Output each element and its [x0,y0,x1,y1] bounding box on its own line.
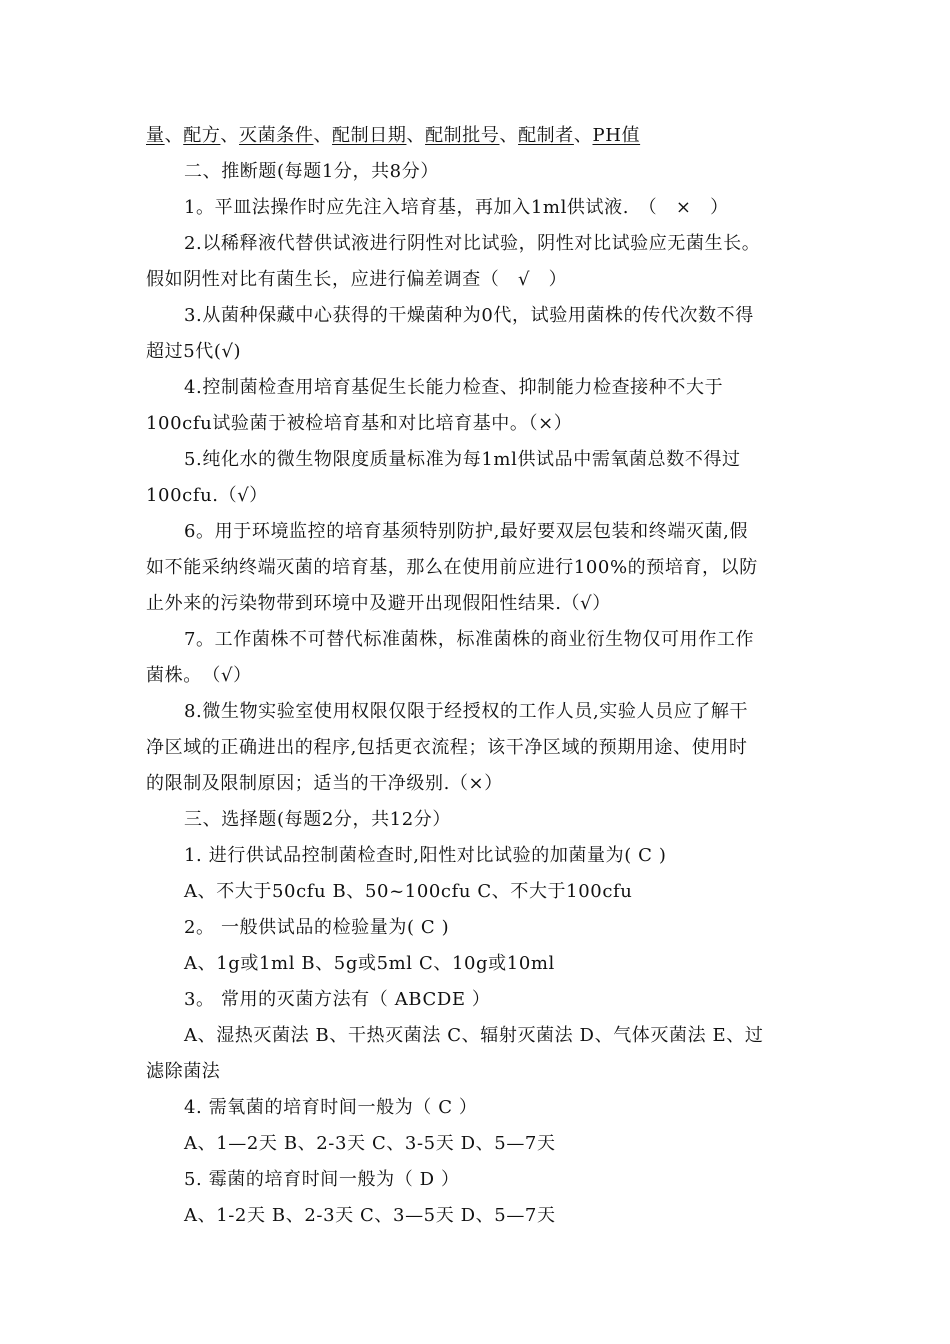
judgement-q2-line2: 假如阴性对比有菌生长，应进行偏差调查（ √ ） [146,269,568,290]
separator: 、 [220,125,240,146]
judgement-q5-line2: 100cfu.（√） [146,485,268,506]
judgement-q3-line2: 超过5代(√) [146,341,242,362]
judgement-q5-line1: 5.纯化水的微生物限度质量标准为每1ml供试品中需氧菌总数不得过 [184,449,741,470]
choice-q4: 4. 需氧菌的培育时间一般为（ C ） [184,1097,478,1118]
judgement-q6-line3: 止外来的污染物带到环境中及避开出现假阳性结果.（√） [146,593,611,614]
separator: 、 [164,125,184,146]
choice-q2-options: A、1g或1ml B、5g或5ml C、10g或10ml [184,953,555,974]
judgement-q4-line2: 100cfu试验菌于被检培育基和对比培育基中。（×） [146,413,573,434]
judgement-q7-line1: 7。工作菌株不可替代标准菌株，标准菌株的商业衍生物仅可用作工作 [184,629,755,650]
separator: 、 [573,125,593,146]
choice-q1: 1. 进行供试品控制菌检查时,阳性对比试验的加菌量为( C ) [184,845,667,866]
judgement-q2-line1: 2.以稀释液代替供试液进行阴性对比试验，阴性对比试验应无菌生长。 [184,233,761,254]
record-items-line [146,118,806,154]
judgement-q4-line1: 4.控制菌检查用培育基促生长能力检查、抑制能力检查接种不大于 [184,377,724,398]
choice-q1-options: A、不大于50cfu B、50~100cfu C、不大于100cfu [184,881,633,902]
choice-q3-options-line1: A、湿热灭菌法 B、干热灭菌法 C、辐射灭菌法 D、气体灭菌法 E、过 [184,1025,764,1046]
record-item: 配方 [183,125,221,146]
record-item: 配制日期 [332,125,407,146]
separator: 、 [499,125,519,146]
judgement-q3-line1: 3.从菌种保藏中心获得的干燥菌种为0代，试验用菌株的传代次数不得 [184,305,754,326]
judgement-q7-line2: 菌株。 （√） [146,665,252,686]
judgement-q8-line3: 的限制及限制原因；适当的干净级别.（×） [146,773,503,794]
record-item: 灭菌条件 [239,125,314,146]
choice-q5-options: A、1-2天 B、2-3天 C、3—5天 D、5—7天 [184,1205,556,1226]
record-item: 配制者 [518,125,574,146]
choice-q3: 3。 常用的灭菌方法有（ ABCDE ） [184,989,491,1010]
judgement-q6-line2: 如不能采纳终端灭菌的培育基，那么在使用前应进行100%的预培育，以防 [146,557,758,578]
choice-q2: 2。 一般供试品的检验量为( C ) [184,917,450,938]
choice-q3-options-line2: 滤除菌法 [146,1061,221,1082]
separator: 、 [406,125,426,146]
document-page [146,118,806,1234]
record-item: 量 [146,125,165,146]
judgement-q8-line1: 8.微生物实验室使用权限仅限于经授权的工作人员,实验人员应了解干 [184,701,749,722]
separator: 、 [313,125,333,146]
record-item: 配制批号 [425,125,500,146]
judgement-q8-line2: 净区域的正确进出的程序,包括更衣流程；该干净区域的预期用途、使用时 [146,737,748,758]
judgement-q1: 1。平皿法操作时应先注入培育基，再加入1ml供试液. （ × ） [184,197,729,218]
judgement-q6-line1: 6。用于环境监控的培育基须特别防护,最好要双层包装和终端灭菌,假 [184,521,749,542]
choice-q5: 5. 霉菌的培育时间一般为（ D ） [184,1169,460,1190]
section-heading-judgement: 二、推断题(每题1分，共8分） [184,161,439,182]
record-item: PH值 [592,125,641,146]
section-heading-choice: 三、选择题(每题2分，共12分） [184,809,451,830]
choice-q4-options: A、1—2天 B、2-3天 C、3-5天 D、5—7天 [184,1133,556,1154]
